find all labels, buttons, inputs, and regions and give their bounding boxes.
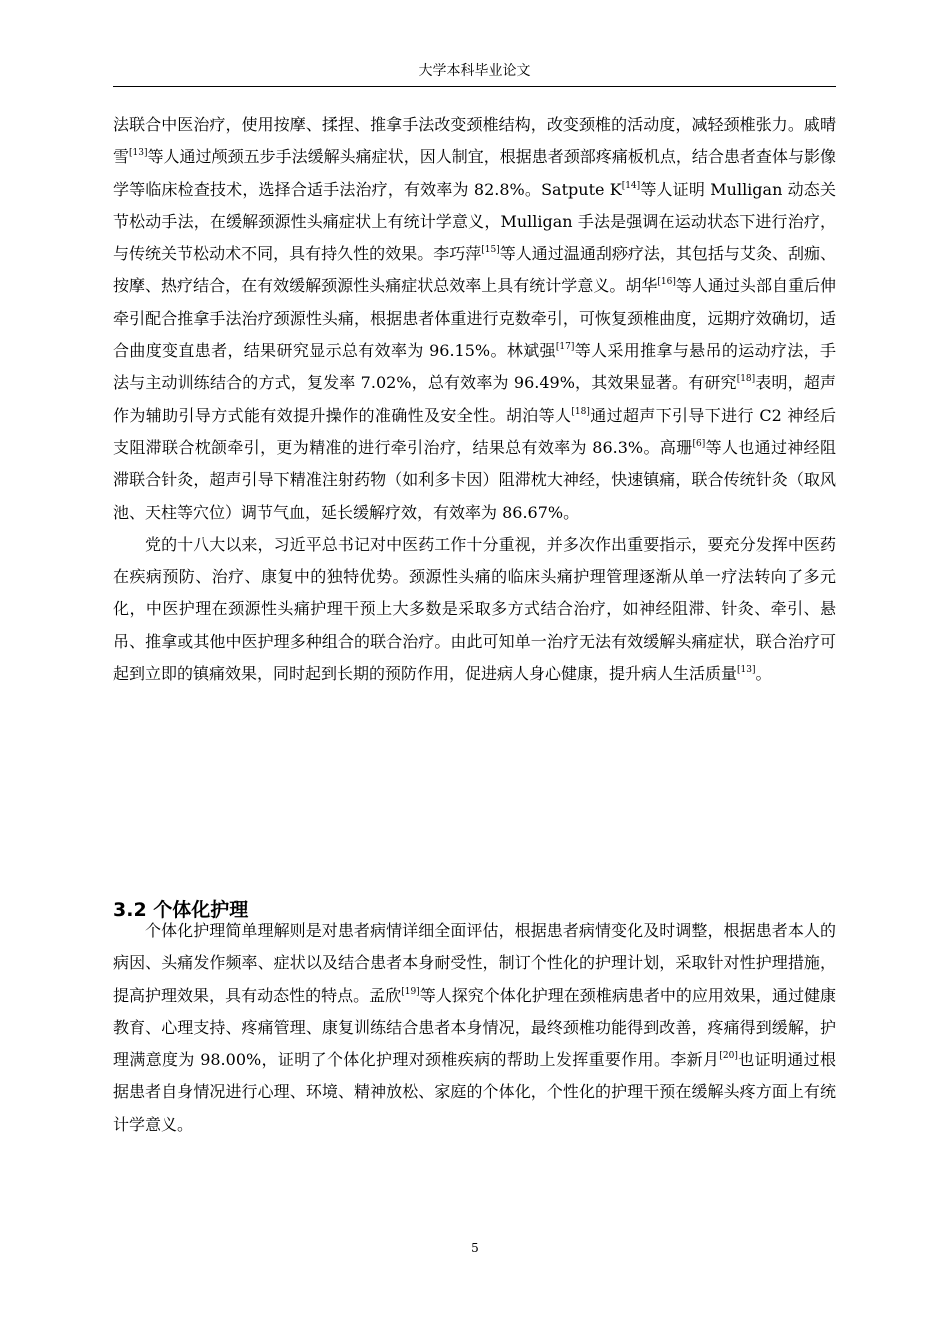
citation: [17] xyxy=(555,342,575,353)
body-text-bottom xyxy=(113,915,836,1141)
body-text-top xyxy=(113,109,836,690)
section-heading: 3.2 个体化护理 xyxy=(113,899,249,921)
text-run: 等人证明 Mulligan 动态关节松动手法，在缓解颈源性头痛症状上有统计学意义，Mulligan 手法是强调在运动状态下进行治疗，与传统关节松动术不同，具有持久性的效果。李巧萍 xyxy=(113,179,836,264)
citation: [16] xyxy=(657,277,676,288)
text-run: 等人探究个体化护理在颈椎病患者中的应用效果，通过健康教育、心理支持、疼痛管理、康复训练结合患者本身情况，最终颈椎功能得到改善，疼痛得到缓解，护理满意度为 98.00%，证明了个体化护理对颈椎疾病的帮助上发挥重要作用。李新月 xyxy=(113,985,836,1070)
citation: [19] xyxy=(401,986,420,997)
text-run: 通过超声下引导下进行 C2 神经后支阻滞联合枕颌牵引，更为精准的进行牵引治疗，结果总有效率为 86.3%。高珊 xyxy=(113,405,836,457)
text-run: 等人通过颅颈五步手法缓解头痛症状，因人制宜，根据患者颈部疼痛板机点，结合患者查体与影像学等临床检查技术，选择合适手法治疗，有效率为 82.8%。Satpute K xyxy=(113,147,836,199)
header-title: 大学本科毕业论文 xyxy=(418,63,531,79)
text-run: 等人采用推拿与悬吊的运动疗法，手法与主动训练结合的方式，复发率 7.02%，总有效率为 96.49%，其效果显著。有研究 xyxy=(113,341,836,393)
paragraph-tcm-policy xyxy=(113,529,836,690)
paragraph-treatment-review xyxy=(113,109,836,529)
citation: [13] xyxy=(737,665,756,676)
text-run: 党的十八大以来，习近平总书记对中医药工作十分重视，并多次作出重要指示，要充分发挥中医药在疾病预防、治疗、康复中的独特优势。颈源性头痛的临床头痛护理管理逐渐从单一疗法转向了多元化，中医护理在颈源性头痛护理干预上大多数是采取多方式结合治疗，如神经阻滞、针灸、牵引、悬吊、推拿或其他中医护理多种组合的联合治疗。由此可知单一治疗无法有效缓解头痛症状，联合治疗可起到立即的镇痛效果，同时起到长期的预防作用，促进病人身心健康，提升病人生活质量 xyxy=(113,534,836,684)
text-run: 个体化护理简单理解则是对患者病情详细全面评估，根据患者病情变化及时调整，根据患者本人的病因、头痛发作频率、症状以及结合患者本身耐受性，制订个性化的护理计划，采取针对性护理措施，提高护理效果，具有动态性的特点。孟欣 xyxy=(113,921,836,1005)
page-number: 5 xyxy=(471,1241,479,1255)
text-run: 等人也通过神经阻滞联合针灸，超声引导下精准注射药物（如利多卡因）阻滞枕大神经，快速镇痛，联合传统针灸（取风池、天柱等穴位）调节气血，延长缓解疗效，有效率为 86.67%。 xyxy=(113,437,836,522)
page-header xyxy=(113,60,836,87)
citation: [18] xyxy=(571,406,590,417)
citation: [6] xyxy=(692,438,706,449)
paragraph-individualized-care xyxy=(113,915,836,1141)
citation: [13] xyxy=(129,148,148,159)
text-run: 等人通过头部自重后伸牵引配合推拿手法治疗颈源性头痛，根据患者体重进行克数牵引，可恢复颈椎曲度，远期疗效确切，适合曲度变直患者，结果研究显示总有效率为 96.15%。林斌强 xyxy=(113,276,836,361)
citation: [15] xyxy=(481,245,500,256)
text-run: 也证明通过根据患者自身情况进行心理、环境、精神放松、家庭的个体化，个性化的护理干预在缓解头疼方面上有统计学意义。 xyxy=(113,1050,836,1134)
citation: [20] xyxy=(719,1051,738,1062)
citation: [14] xyxy=(621,180,641,191)
text-run: 等人通过温通刮痧疗法，其包括与艾灸、刮痂、按摩、热疗结合，在有效缓解颈源性头痛症状总效率上具有统计学意义。胡华 xyxy=(113,244,836,296)
citation: [18] xyxy=(736,374,756,385)
text-run: 法联合中医治疗，使用按摩、揉捏、推拿手法改变颈椎结构，改变颈椎的活动度，减轻颈椎张力。戚晴雪 xyxy=(113,115,836,167)
text-run: 。 xyxy=(755,664,772,684)
text-run: 表明，超声作为辅助引导方式能有效提升操作的准确性及安全性。胡泊等人 xyxy=(113,373,836,425)
